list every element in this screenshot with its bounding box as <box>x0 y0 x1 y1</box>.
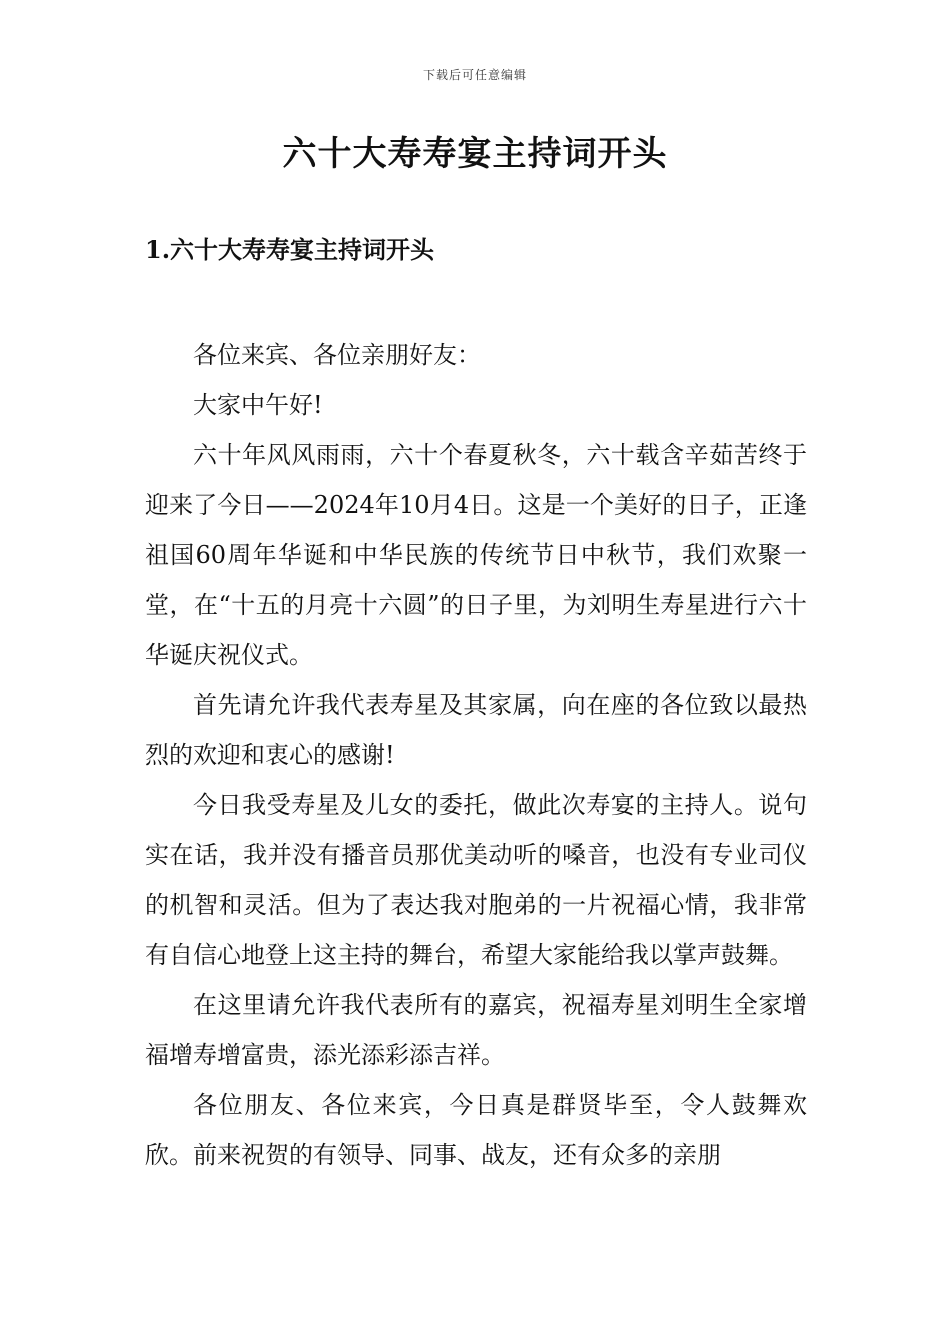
header-note: 下载后可任意编辑 <box>422 68 527 82</box>
paragraph-host-intro: 今日我受寿星及儿女的委托，做此次寿宴的主持人。说句实在话，我并没有播音员那优美动听的嗓音，也没有专业司仪的机智和灵活。但为了表达我对胞弟的一片祝福心情，我非常有自信心地登上这主持的舞台，希望大家能给我以掌声鼓舞。 <box>145 791 807 969</box>
document-title: 六十大寿寿宴主持词开头 <box>282 134 668 174</box>
document-body <box>145 330 807 1180</box>
section-heading: 1.六十大寿寿宴主持词开头 <box>145 235 435 264</box>
paragraph-good-afternoon: 大家中午好! <box>193 391 323 419</box>
paragraph-greeting: 各位来宾、各位亲朋好友： <box>193 341 481 369</box>
paragraph-welcome-thanks: 首先请允许我代表寿星及其家属，向在座的各位致以最热烈的欢迎和衷心的感谢! <box>145 691 807 769</box>
paragraph-blessing: 在这里请允许我代表所有的嘉宾，祝福寿星刘明生全家增福增寿增富贵，添光添彩添吉祥。 <box>145 991 807 1069</box>
paragraph-guests: 各位朋友、各位来宾，今日真是群贤毕至，令人鼓舞欢欣。前来祝贺的有领导、同事、战友，还有众多的亲朋 <box>145 1091 807 1169</box>
paragraph-sixty-years: 六十年风风雨雨，六十个春夏秋冬，六十载含辛茹苦终于迎来了今日——2024年10月4日。这是一个美好的日子，正逢祖国60周年华诞和中华民族的传统节日中秋节，我们欢聚一堂，在“十五的月亮十六圆”的日子里，为刘明生寿星进行六十华诞庆祝仪式。 <box>145 441 807 669</box>
